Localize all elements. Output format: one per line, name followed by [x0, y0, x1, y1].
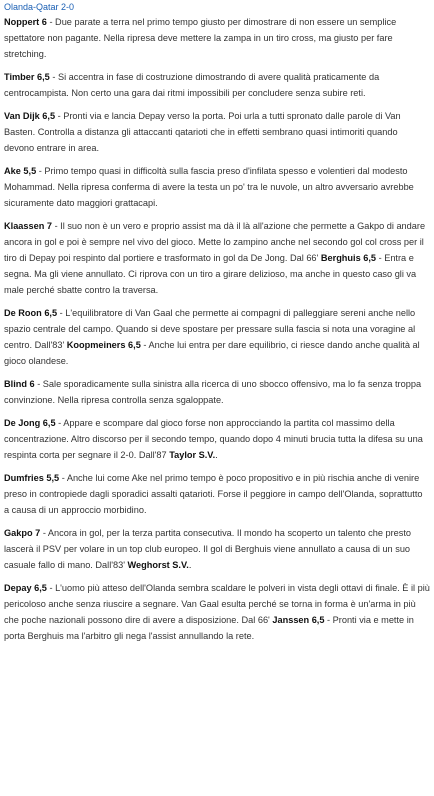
player-name-score: Dumfries 5,5: [4, 473, 60, 483]
substitute-comment: - Anche lui entra per dare equilibrio, ci riesce dando anche qualità al gioco olandese.: [4, 340, 420, 366]
player-name-score: Depay 6,5: [4, 583, 47, 593]
match-title: Olanda-Qatar 2-0: [4, 2, 75, 12]
substitute-name-score: Janssen 6,5: [272, 615, 325, 625]
player-rating: [4, 14, 430, 62]
player-name-score: Timber 6,5: [4, 72, 50, 82]
player-rating: [4, 163, 430, 211]
player-rating: De Jong 6,5 - Appare e scompare dal gioco forse non approcciando la partita col massimo della concentrazione. Altro discorso per il secondo tempo, quando dopo 4 minuti brucia tutta la difesa su una respinta corta per segnare il 2-0. Dall'87 Taylor S.V..: [4, 418, 423, 460]
player-comment: - Sale sporadicamente sulla sinistra alla ricerca di uno sbocco offensivo, ma lo fa senza troppa convinzione. Nella ripresa controlla senza sgaloppate.: [4, 379, 422, 405]
player-rating: [4, 218, 430, 298]
player-ratings-list: [4, 14, 430, 651]
player-name-score: Klaassen 7: [4, 221, 53, 231]
player-name-score: Van Dijk 6,5: [4, 111, 56, 121]
player-rating: [4, 108, 430, 156]
substitute-name-score: Koopmeiners 6,5: [66, 340, 141, 350]
player-comment: - Primo tempo quasi in difficoltà sulla fascia preso d'infilata spesso e volentieri dal modesto Mohammad. Nella ripresa conferma di avere la testa un po' tra le nuvole, un altro avversario avrebbe sicuramente dato maggiori grattacapi.: [4, 166, 414, 208]
player-comment: - Si accentra in fase di costruzione dimostrando di avere qualità praticamente da centrocampista. Non certo una gara dai ritmi impossibili per concludere senza subire reti.: [4, 72, 380, 98]
player-rating: Gakpo 7 - Ancora in gol, per la terza partita consecutiva. Il mondo ha scoperto un talento che presto lascerà il PSV per volare in un top club europeo. Il gol di Berghuis viene annullato a causa di un suo casuale fallo di mano. Dall'83' Weghorst S.V..: [4, 528, 412, 570]
player-name-score: De Jong 6,5: [4, 418, 56, 428]
player-rating: [4, 580, 430, 644]
player-comment: - Due parate a terra nel primo tempo giusto per dimostrare di non essere un semplice spettatore non pagante. Nella ripresa deve mettere la zampa in un tiro cross, ma giusto per fare stretching.: [4, 17, 397, 59]
player-name-score: Gakpo 7: [4, 528, 41, 538]
player-rating: [4, 376, 430, 408]
substitute-comment: - Pronti via e mette in porta Berghuis ma l'arbitro gli nega l'assist annullando la rete.: [4, 615, 414, 641]
player-comment: - Il suo non è un vero e proprio assist ma dà il là all'azione che permette a Gakpo di andare ancora in gol e poi è sempre nel vivo del gioco. Mette lo zampino anche nel secondo gol col cross per il tiro di Depay poi respinto dal portiere e trasformato in gol da De Jong. Dal 66': [4, 221, 426, 263]
player-comment: - Appare e scompare dal gioco forse non approcciando la partita col massimo della concentrazione. Altro discorso per il secondo tempo, quando dopo 4 minuti brucia tutta la difesa su una respinta corta per segnare il 2-0. Dall'87: [4, 418, 423, 460]
player-rating: [4, 305, 430, 369]
player-comment: - Ancora in gol, per la terza partita consecutiva. Il mondo ha scoperto un talento che presto lascerà il PSV per volare in un top club europeo. Il gol di Berghuis viene annullato a causa di un suo casuale fallo di mano. Dall'83': [4, 528, 412, 570]
substitute-name-score: Taylor S.V.: [169, 450, 216, 460]
player-rating: [4, 470, 430, 518]
player-comment: - L'uomo più atteso dell'Olanda sembra scaldare le polveri in vista degli ottavi di finale. È il più pericoloso anche senza riuscire a segnare. Van Gaal esulta perché se torna in forma è un'arma in più che poche nazionali possono dire di avere a disposizione. Dal 66': [4, 583, 430, 625]
player-name-score: De Roon 6,5: [4, 308, 58, 318]
substitute-name-score: Weghorst S.V.: [127, 560, 189, 570]
player-name-score: Noppert 6: [4, 17, 47, 27]
player-comment: - Pronti via e lancia Depay verso la porta. Poi urla a tutti spronato dalle parole di Van Basten. Controlla a distanza gli attaccanti qatarioti che in effetti sembrano quasi intimoriti quando devono entrare in area.: [4, 111, 401, 153]
player-comment: - Anche lui come Ake nel primo tempo è poco propositivo e in più rischia anche di venire preso in contropiede dagli sporadici assalti qatarioti. Forse il peggiore in campo dell'Olanda, soprattutto a causa di un approccio morbidino.: [4, 473, 423, 515]
substitute-comment: - Entra e segna. Ma gli viene annullato. Ci riprova con un tiro a girare delizioso, ma anche in questo caso gli va male perché sbatte contro la traversa.: [4, 253, 417, 295]
player-comment: - L'equilibratore di Van Gaal che permette ai compagni di palleggiare sereni anche nello spazio centrale del campo. Quando si deve spostare per pressare sulla fascia si nota una voragine al centro. Dall'83': [4, 308, 416, 350]
player-name-score: Blind 6: [4, 379, 35, 389]
substitute-name-score: Berghuis 6,5: [320, 253, 377, 263]
player-name-score: Ake 5,5: [4, 166, 37, 176]
player-rating: [4, 69, 430, 101]
